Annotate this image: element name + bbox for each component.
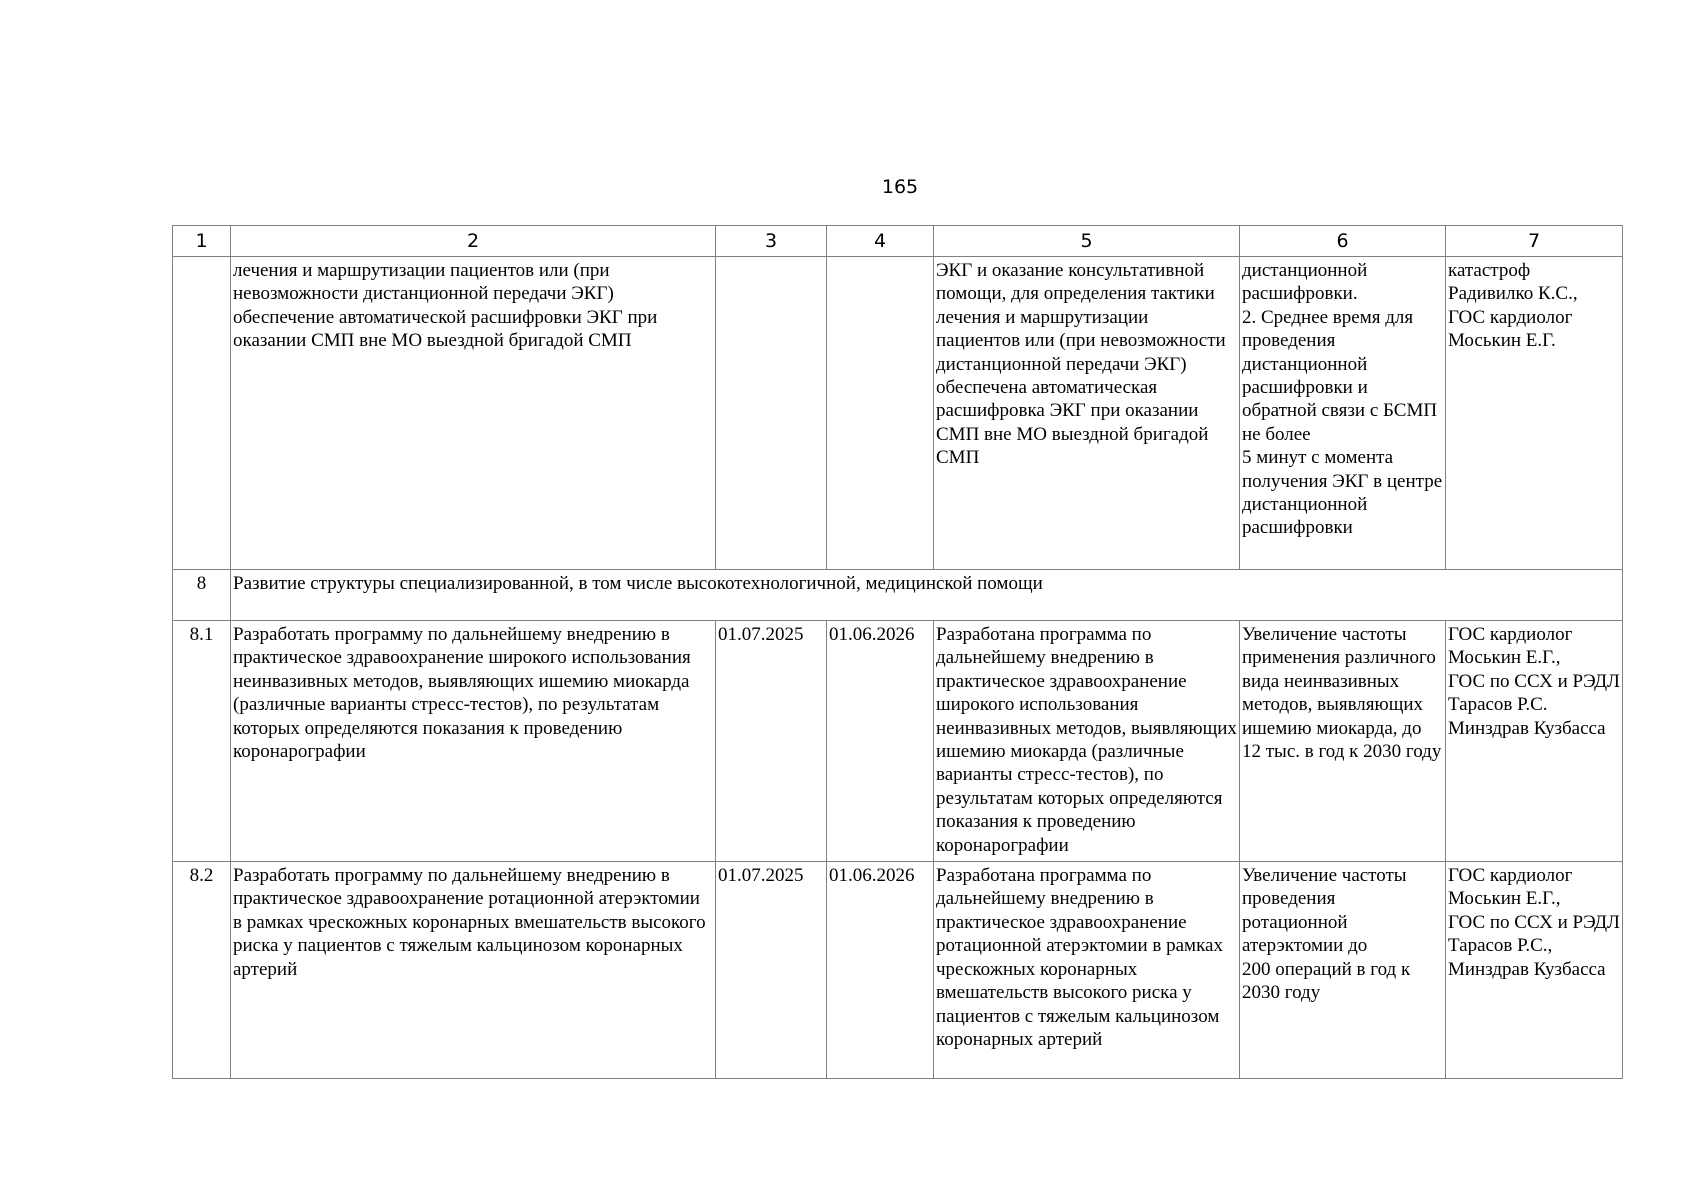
row-number-cell: 8.1 [173,621,231,862]
result-cell: ЭКГ и оказание консультативной помощи, для определения тактики лечения и маршрутизации пациентов или (при невозможности дистанционной передачи ЭКГ) обеспечена автоматическая расшифровка ЭКГ при оказании СМП вне МО выездной бригадой СМП [934,257,1240,570]
table-row-continuation [173,257,1623,570]
responsible-cell: ГОС кардиолог Моськин Е.Г., ГОС по ССХ и РЭДЛ Тарасов Р.С., Минздрав Кузбасса [1446,862,1623,1079]
start-date-cell [716,257,827,570]
column-number-header: 3 [716,226,827,257]
responsible-cell: ГОС кардиолог Моськин Е.Г., ГОС по ССХ и РЭДЛ Тарасов Р.С. Минздрав Кузбасса [1446,621,1623,862]
row-number-cell: 8.2 [173,862,231,1079]
column-number-header: 1 [173,226,231,257]
event-cell: лечения и маршрутизации пациентов или (при невозможности дистанционной передачи ЭКГ) обеспечение автоматической расшифровки ЭКГ при оказании СМП вне МО выездной бригадой СМП [231,257,716,570]
start-date-cell: 01.07.2025 [716,862,827,1079]
section-row [173,570,1623,621]
result-cell: Разработана программа по дальнейшему внедрению в практическое здравоохранение ротационной атерэктомии в рамках чрескожных коронарных вмешательств высокого риска у пациентов с тяжелым кальцинозом коронарных артерий [934,862,1240,1079]
table-row [173,862,1623,1079]
indicator-cell: Увеличение частоты проведения ротационной атерэктомии до 200 операций в год к 2030 году [1240,862,1446,1079]
column-number-header: 2 [231,226,716,257]
section-number-cell: 8 [173,570,231,621]
plan-table [172,225,1623,1079]
responsible-cell: катастроф Радивилко К.С., ГОС кардиолог Моськин Е.Г. [1446,257,1623,570]
result-cell: Разработана программа по дальнейшему внедрению в практическое здравоохранение широкого использования неинвазивных методов, выявляющих ишемию миокарда (различные варианты стресс-тестов), по результатам которых определяются показания к проведению коронарографии [934,621,1240,862]
column-number-header: 4 [827,226,934,257]
end-date-cell: 01.06.2026 [827,862,934,1079]
indicator-cell: Увеличение частоты применения различного вида неинвазивных методов, выявляющих ишемию миокарда, до 12 тыс. в год к 2030 году [1240,621,1446,862]
page-number: 165 [881,176,919,198]
start-date-cell: 01.07.2025 [716,621,827,862]
column-number-header-row [173,226,1623,257]
column-number-header: 7 [1446,226,1623,257]
event-cell: Разработать программу по дальнейшему внедрению в практическое здравоохранение широкого использования неинвазивных методов, выявляющих ишемию миокарда (различные варианты стресс-тестов), по результатам которых определяются показания к проведению коронарографии [231,621,716,862]
table-row [173,621,1623,862]
section-title-cell: Развитие структуры специализированной, в том числе высокотехнологичной, медицинской помощи [231,570,1623,621]
column-number-header: 5 [934,226,1240,257]
row-number-cell [173,257,231,570]
column-number-header: 6 [1240,226,1446,257]
event-cell: Разработать программу по дальнейшему внедрению в практическое здравоохранение ротационной атерэктомии в рамках чрескожных коронарных вмешательств высокого риска у пациентов с тяжелым кальцинозом коронарных артерий [231,862,716,1079]
end-date-cell [827,257,934,570]
indicator-cell: дистанционной расшифровки. 2. Среднее время для проведения дистанционной расшифровки и обратной связи с БСМП не более 5 минут с момента получения ЭКГ в центре дистанционной расшифровки [1240,257,1446,570]
end-date-cell: 01.06.2026 [827,621,934,862]
